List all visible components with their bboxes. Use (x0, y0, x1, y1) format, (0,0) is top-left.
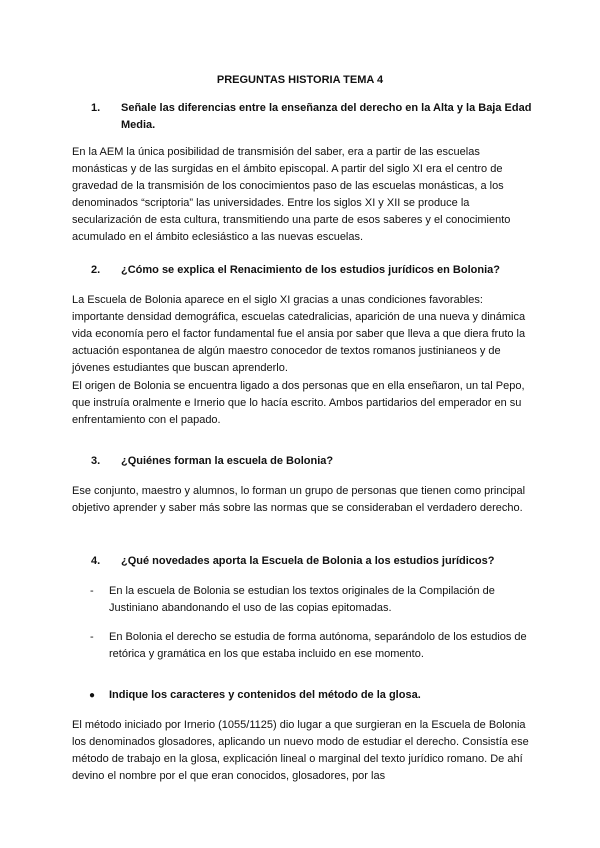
dash-marker: - (90, 585, 94, 597)
question-3-number: 3. (91, 455, 101, 467)
question-4 (0, 553, 600, 570)
question-3-text: ¿Quiénes forman la escuela de Bolonia? (121, 455, 334, 467)
question-5-text: Indique los caracteres y contenidos del método de la glosa. (109, 689, 421, 701)
question-2-text: ¿Cómo se explica el Renacimiento de los estudios jurídicos en Bolonia? (121, 264, 500, 276)
answer-1: En la AEM la única posibilidad de transmisión del saber, era a partir de las escuelas monásticas y de las surgidas en el ámbito episcopal. A partir del siglo XI era el centro de gravedad de la transmisión de los conocimientos paso de las escuelas monásticas, a los denominados “scriptoria” las universidades. Entre los siglos XI y XII se produce la secularización de esta cultura, transmitiendo una parte de esos saberes y el conocimiento acumulado en el ámbito eclesiástico a las nuevas escuelas. (72, 146, 511, 243)
question-1-text: Señale las diferencias entre la enseñanza del derecho en la Alta y la Baja Edad Media. (121, 102, 532, 131)
answer-3: Ese conjunto, maestro y alumnos, lo forman un grupo de personas que tienen como principal objetivo aprender y saber más sobre las normas que se consideraban el verdadero derecho. (72, 485, 526, 514)
list-item-text: En Bolonia el derecho se estudia de forma autónoma, separándolo de los estudios de retórica y gramática en los que estaba incluido en ese momento. (109, 631, 527, 660)
question-1 (0, 100, 600, 134)
question-2-number: 2. (91, 264, 101, 276)
question-5 (0, 687, 600, 704)
answer-5: El método iniciado por Irnerio (1055/1125) dio lugar a que surgieran en la Escuela de Bolonia los denominados glosadores, aplicando un nuevo modo de estudiar el derecho. Consistía ese método de trabajo en la glosa, explicación lineal o marginal del texto jurídico romano. De ahí devino el nombre por el que eran conocidos, glosadores, por las (72, 719, 529, 782)
answer-2-paragraph-2: El origen de Bolonia se encuentra ligado a dos personas que en ella enseñaron, un tal Pepo, que instruía oralmente e Irnerio que lo hacía escrito. Ambos partidarios del emperador en su enfrentamiento con el papado. (72, 380, 525, 426)
question-4-text: ¿Qué novedades aporta la Escuela de Bolonia a los estudios jurídicos? (121, 555, 495, 567)
list-item (0, 629, 600, 663)
dash-marker: - (90, 631, 94, 643)
question-4-number: 4. (91, 555, 101, 567)
question-2 (0, 262, 600, 279)
answer-2-paragraph-1: La Escuela de Bolonia aparece en el siglo XI gracias a unas condiciones favorables: importante densidad demográfica, escuelas catedralicias, aparición de una nueva y dinámica vida economía pero el factor fundamental fue el ansia por saber que lleva a que diera fruto la actuación espontanea de algún maestro conocedor de textos romanos justinianeos y de jóvenes estudiantes que buscan aprenderlo. (72, 294, 526, 374)
list-item (0, 583, 600, 617)
question-3 (0, 453, 600, 470)
list-item-text: En la escuela de Bolonia se estudian los textos originales de la Compilación de Justiniano abandonando el uso de las copias epitomadas. (109, 585, 495, 614)
question-1-number: 1. (91, 102, 101, 114)
page-title: PREGUNTAS HISTORIA TEMA 4 (216, 74, 384, 86)
bullet-icon: ● (89, 690, 96, 701)
